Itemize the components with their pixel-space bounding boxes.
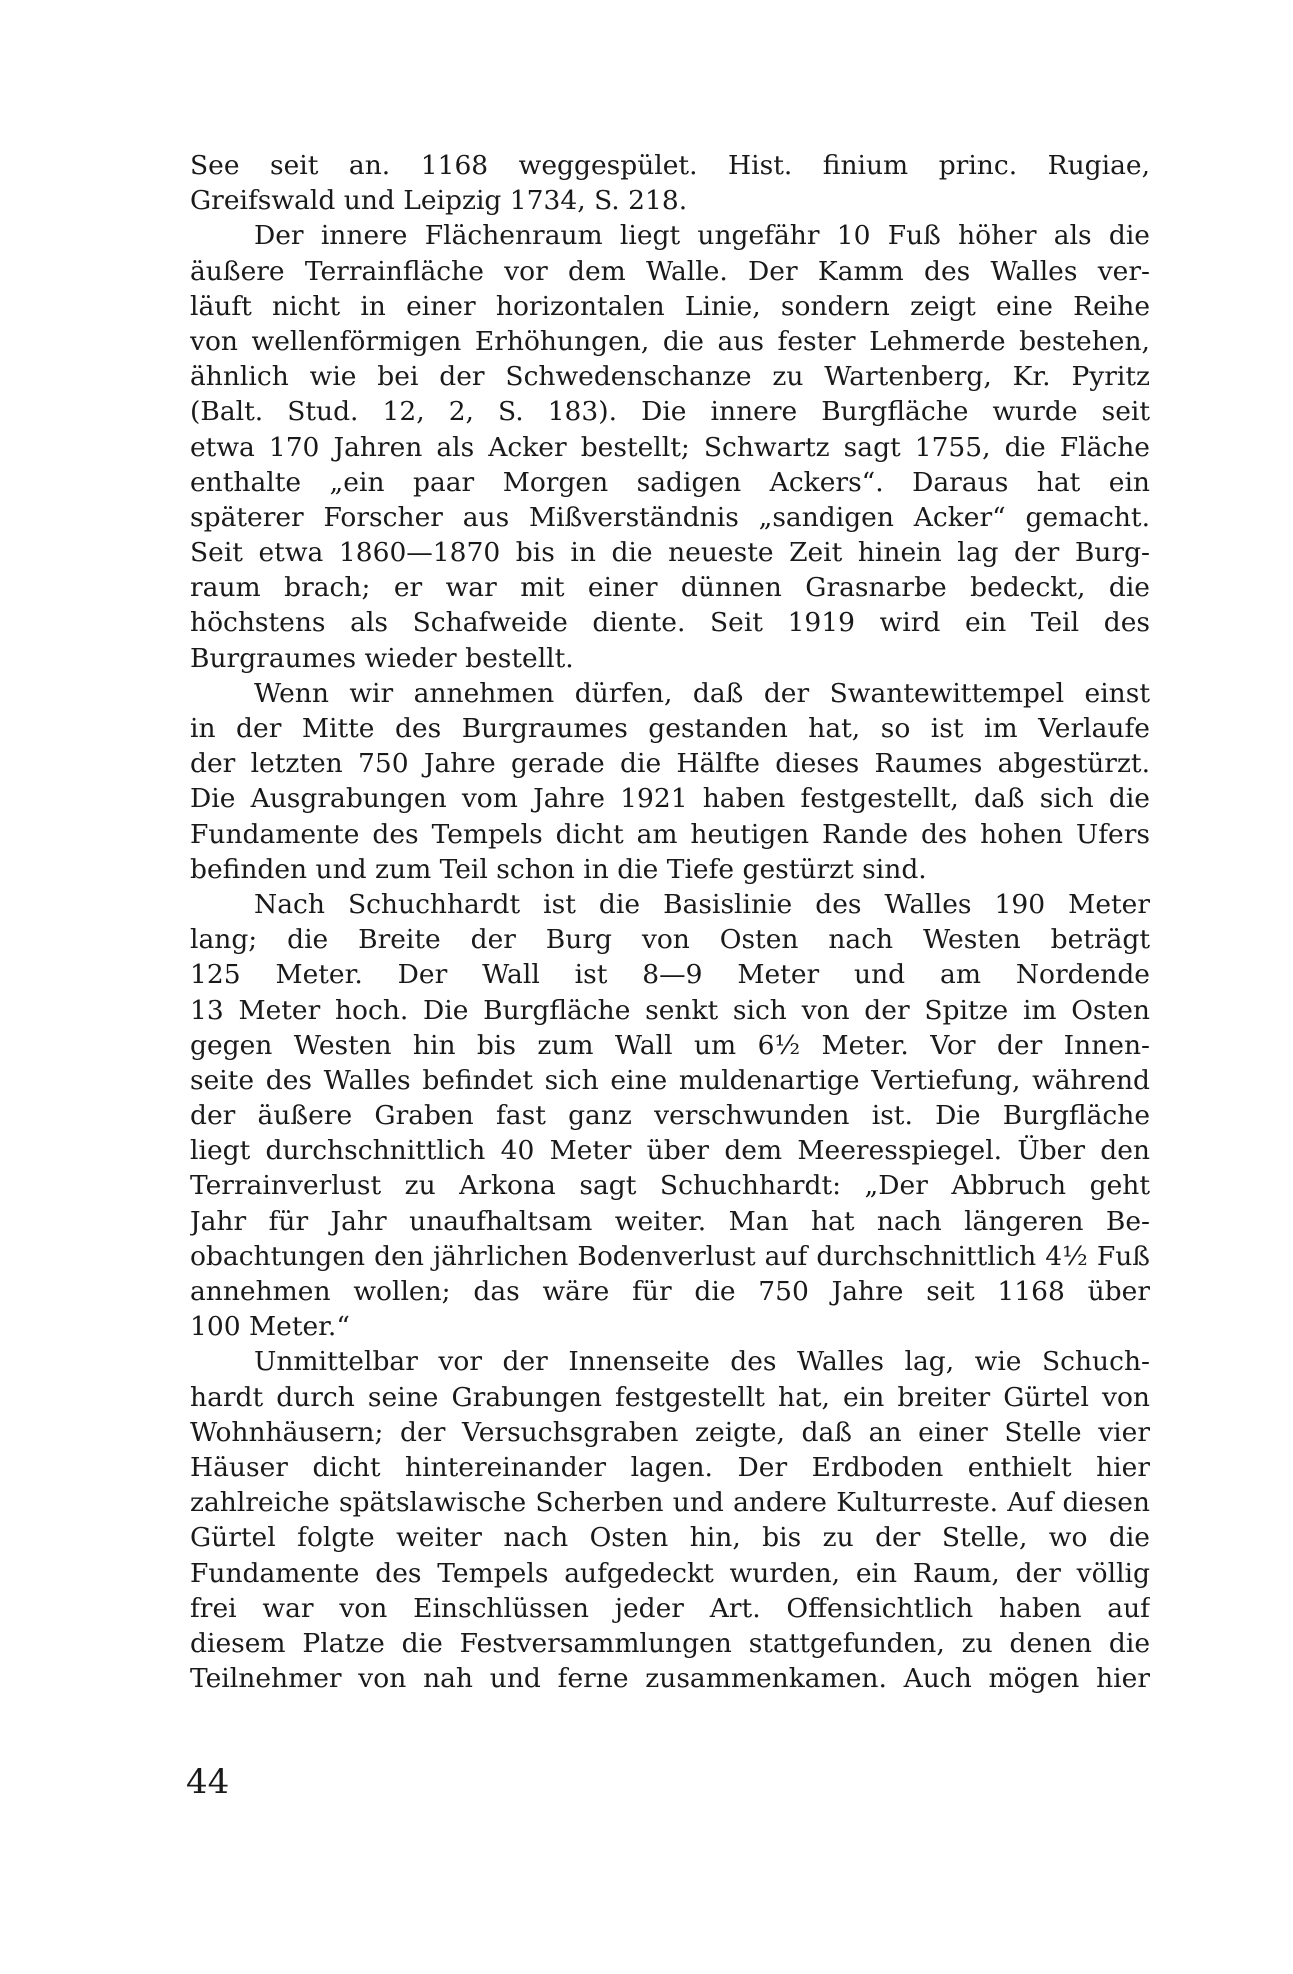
text-line: Unmittelbar vor der Innenseite des Walles lag, wie Schuch- [254, 1346, 1150, 1378]
text-line: späterer Forscher aus Mißverständnis „sandigen Acker“ gemacht. [190, 501, 1150, 533]
text-line: seite des Walles befindet sich eine muldenartige Vertiefung, während [190, 1064, 1150, 1096]
text-line: gegen Westen hin bis zum Wall um 6½ Meter. Vor der Innen- [190, 1029, 1150, 1061]
text-line: Fundamente des Tempels dicht am heutigen Rande des hohen Ufers [190, 818, 1150, 850]
text-line: annehmen wollen; das wäre für die 750 Jahre seit 1168 über [190, 1276, 1150, 1307]
text-line: 125 Meter. Der Wall ist 8—9 Meter und am Nordende [190, 959, 1150, 991]
text-line: 100 Meter.“ [190, 1311, 350, 1343]
text-line: zahlreiche spätslawische Scherben und andere Kulturreste. Auf diesen [190, 1487, 1150, 1519]
text-line: Gürtel folgte weiter nach Osten hin, bis zu der Stelle, wo die [190, 1522, 1150, 1554]
text-line: Häuser dicht hintereinander lagen. Der Erdboden enthielt hier [190, 1451, 1150, 1483]
body-text [190, 148, 1150, 1696]
text-line: Nach Schuchhardt ist die Basislinie des Walles 190 Meter [254, 888, 1150, 920]
text-line: Wohnhäusern; der Versuchsgraben zeigte, daß an einer Stelle vier [190, 1416, 1150, 1448]
text-line: höchstens als Schafweide diente. Seit 1919 wird ein Teil des [190, 607, 1150, 639]
text-line: Seit etwa 1860—1870 bis in die neueste Zeit hinein lag der Burg- [190, 537, 1150, 569]
text-line: raum brach; er war mit einer dünnen Grasnarbe bedeckt, die [190, 572, 1150, 604]
text-line: ähnlich wie bei der Schwedenschanze zu Wartenberg, Kr. Pyritz [190, 361, 1150, 393]
text-line: Teilnehmer von nah und ferne zusammenkamen. Auch mögen hier [190, 1663, 1150, 1695]
text-line: diesem Platze die Festversammlungen stattgefunden, zu denen die [190, 1627, 1150, 1659]
text-line: liegt durchschnittlich 40 Meter über dem Meeresspiegel. Über den [190, 1135, 1150, 1167]
page-number: 44 [186, 1762, 230, 1802]
text-line: (Balt. Stud. 12, 2, S. 183). Die innere Burgfläche wurde seit [190, 396, 1150, 428]
text-line: Greifswald und Leipzig 1734, S. 218. [190, 185, 688, 217]
text-line: Jahr für Jahr unaufhaltsam weiter. Man hat nach längeren Be- [190, 1205, 1150, 1237]
text-line: frei war von Einschlüssen jeder Art. Offensichtlich haben auf [190, 1592, 1150, 1624]
text-line: lang; die Breite der Burg von Osten nach Westen beträgt [190, 924, 1150, 956]
text-line: äußere Terrainfläche vor dem Walle. Der Kamm des Walles ver- [190, 255, 1150, 287]
text-line: läuft nicht in einer horizontalen Linie, sondern zeigt eine Reihe [190, 290, 1150, 322]
text-line: obachtungen den jährlichen Bodenverlust auf durchschnittlich 4½ Fuß [190, 1240, 1150, 1272]
text-line: Fundamente des Tempels aufgedeckt wurden, ein Raum, der völlig [190, 1557, 1150, 1589]
text-line: See seit an. 1168 weggespület. Hist. finium princ. Rugiae, [190, 150, 1150, 181]
text-line: der letzten 750 Jahre gerade die Hälfte dieses Raumes abgestürzt. [190, 748, 1150, 780]
text-line: enthalte „ein paar Morgen sadigen Ackers“. Daraus hat ein [190, 466, 1150, 498]
text-line: der äußere Graben fast ganz verschwunden ist. Die Burgfläche [190, 1100, 1150, 1132]
text-line: hardt durch seine Grabungen festgestellt hat, ein breiter Gürtel von [190, 1381, 1150, 1413]
text-line: Wenn wir annehmen dürfen, daß der Swantewittempel einst [254, 677, 1150, 709]
text-line: etwa 170 Jahren als Acker bestellt; Schwartz sagt 1755, die Fläche [190, 431, 1150, 463]
text-line: in der Mitte des Burgraumes gestanden hat, so ist im Verlaufe [190, 713, 1150, 744]
text-line: Burgraumes wieder bestellt. [190, 642, 574, 674]
text-line: Die Ausgrabungen vom Jahre 1921 haben festgestellt, daß sich die [190, 783, 1150, 815]
text-line: Der innere Flächenraum liegt ungefähr 10 Fuß höher als die [254, 220, 1150, 252]
text-line: Terrainverlust zu Arkona sagt Schuchhardt: „Der Abbruch geht [190, 1170, 1150, 1202]
text-line: 13 Meter hoch. Die Burgfläche senkt sich von der Spitze im Osten [190, 994, 1150, 1026]
text-line: von wellenförmigen Erhöhungen, die aus fester Lehmerde bestehen, [190, 325, 1150, 357]
text-line: befinden und zum Teil schon in die Tiefe gestürzt sind. [190, 853, 927, 885]
